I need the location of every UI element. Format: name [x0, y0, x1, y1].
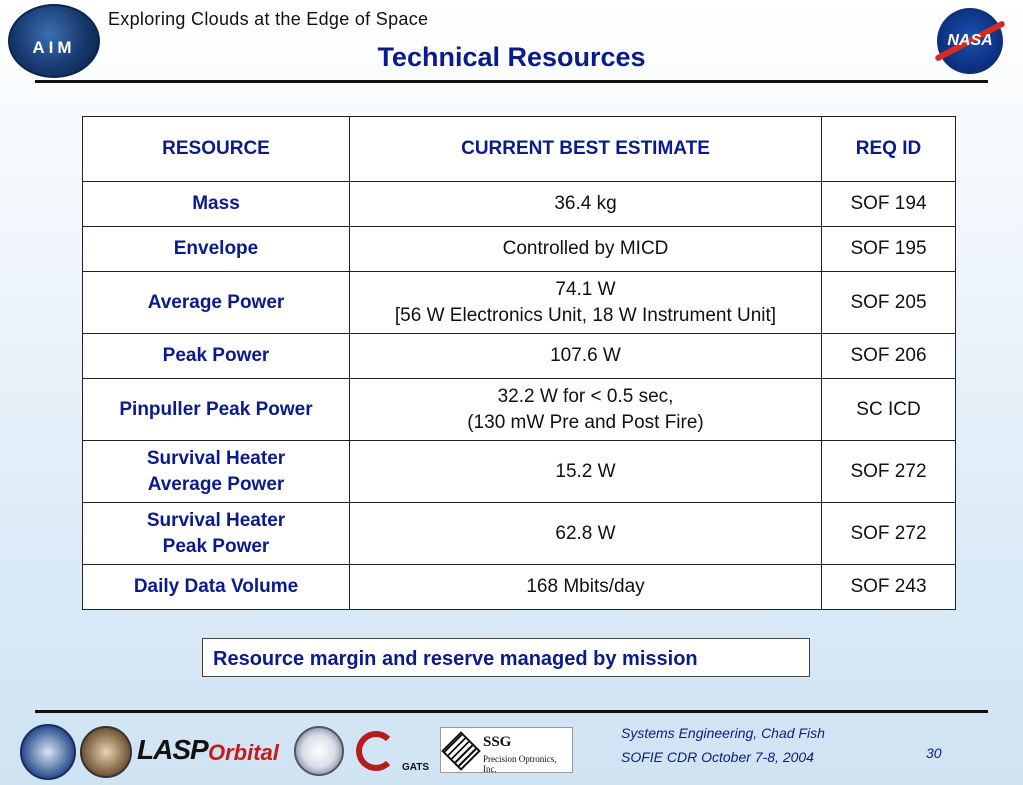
estimate-value: 36.4 kg [350, 182, 822, 227]
table-row [83, 272, 956, 334]
req-id: SC ICD [822, 379, 956, 441]
estimate-line: 32.2 W for < 0.5 sec, [497, 385, 674, 407]
resource-name [83, 503, 350, 565]
footer-presenter: Systems Engineering, Chad Fish [621, 725, 825, 741]
table-row [83, 441, 956, 503]
resource-name-line: Survival Heater [146, 447, 286, 469]
table-row [83, 182, 956, 227]
ssg-subtitle: Precision Optronics, Inc. [483, 754, 557, 774]
estimate-value: Controlled by MICD [350, 227, 822, 272]
resource-name: Envelope [83, 227, 350, 272]
req-id: SOF 272 [822, 503, 956, 565]
resource-name: Daily Data Volume [83, 565, 350, 610]
slide-title: Technical Resources [377, 42, 646, 72]
lasp-logo: LASP [137, 734, 208, 765]
partner-seal-logo [80, 726, 132, 778]
req-id: SOF 194 [822, 182, 956, 227]
estimate-line: [56 W Electronics Unit, 18 W Instrument Unit] [394, 304, 777, 326]
estimate-value: 15.2 W [350, 441, 822, 503]
header-req-id: REQ ID [822, 117, 956, 182]
compass-seal-logo [294, 726, 344, 776]
estimate-value: 107.6 W [350, 334, 822, 379]
estimate-value [350, 272, 822, 334]
ssg-diamond-icon [441, 731, 481, 771]
header-divider [35, 80, 988, 83]
req-id: SOF 243 [822, 565, 956, 610]
footer-divider [35, 710, 988, 713]
table-row [83, 565, 956, 610]
table-row [83, 334, 956, 379]
university-seal-logo [20, 724, 76, 780]
table-row [83, 227, 956, 272]
estimate-value [350, 379, 822, 441]
ssg-name: SSG [483, 734, 512, 750]
page-number: 30 [926, 745, 942, 761]
req-id: SOF 205 [822, 272, 956, 334]
resource-name [83, 441, 350, 503]
margin-note-text: Resource margin and reserve managed by mission [213, 648, 698, 670]
mission-tagline: Exploring Clouds at the Edge of Space [108, 9, 429, 29]
resource-name: Average Power [83, 272, 350, 334]
resource-name: Pinpuller Peak Power [83, 379, 350, 441]
header-resource: RESOURCE [83, 117, 350, 182]
req-id: SOF 272 [822, 441, 956, 503]
aim-logo-text: AIM [32, 38, 76, 57]
resource-name: Mass [83, 182, 350, 227]
resource-name: Peak Power [83, 334, 350, 379]
estimate-line: (130 mW Pre and Post Fire) [467, 411, 704, 433]
resources-table [82, 116, 956, 610]
header-current-best-estimate: CURRENT BEST ESTIMATE [350, 117, 822, 182]
estimate-value: 62.8 W [350, 503, 822, 565]
table-row [83, 503, 956, 565]
req-id: SOF 206 [822, 334, 956, 379]
estimate-value: 168 Mbits/day [350, 565, 822, 610]
resource-name-line: Survival Heater [146, 509, 286, 531]
gats-logo-text: GATS [402, 762, 430, 773]
table-row [83, 379, 956, 441]
req-id: SOF 195 [822, 227, 956, 272]
resource-name-line: Peak Power [162, 535, 270, 557]
table-header-row [83, 117, 956, 182]
nasa-logo-text: NASA [947, 32, 993, 49]
orbital-logo: Orbital [208, 740, 279, 765]
estimate-line: 74.1 W [555, 278, 616, 300]
ssg-logo [440, 727, 573, 773]
margin-note-box [202, 638, 810, 677]
resource-name-line: Average Power [147, 473, 285, 495]
gats-swirl-icon [356, 731, 396, 771]
footer-event: SOFIE CDR October 7-8, 2004 [621, 749, 814, 765]
